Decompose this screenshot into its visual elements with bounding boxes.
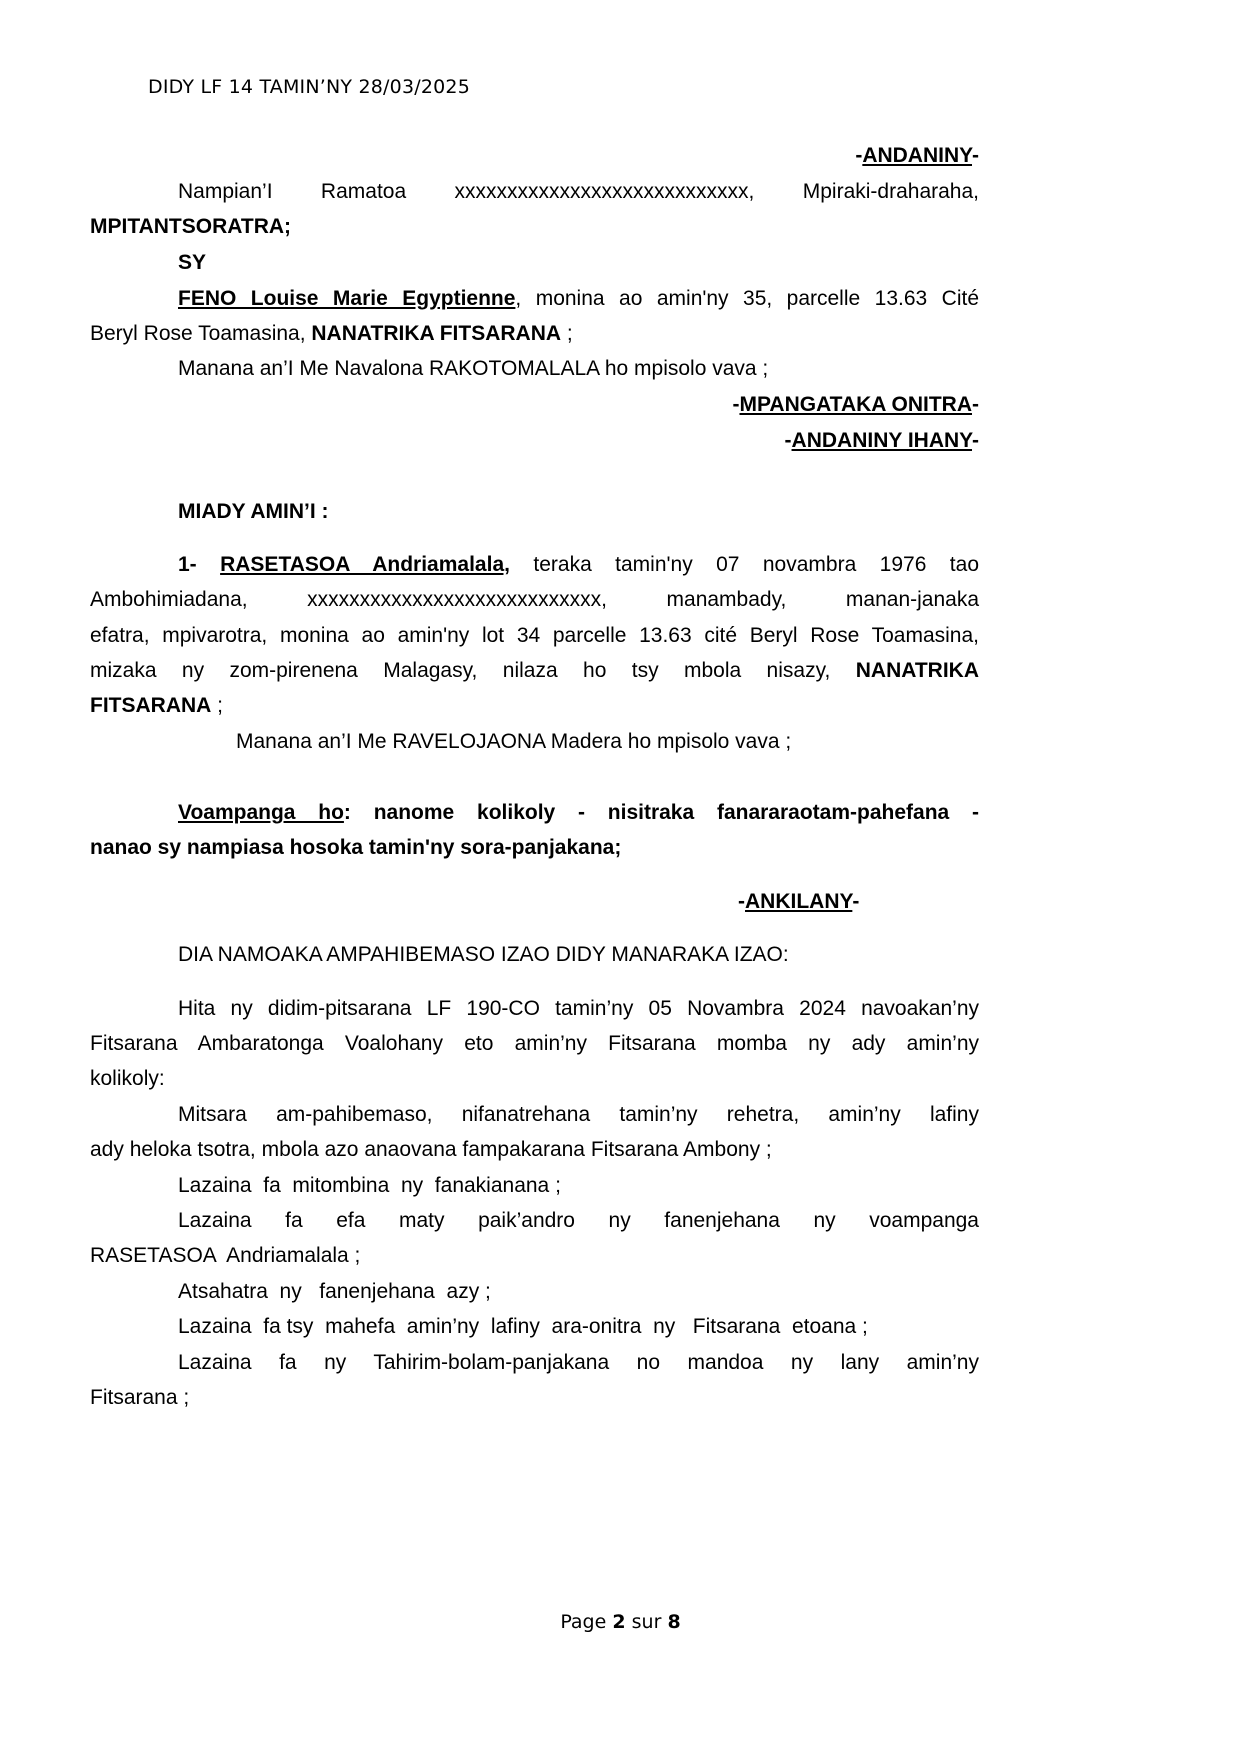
party-role-heading: -ANDANINY- bbox=[855, 144, 979, 167]
ruling-item-2-line-1: Lazaina fa efa maty paik’andro ny fanenjehana ny voampanga bbox=[178, 1209, 979, 1232]
andaniny-ihany-heading: -ANDANINY IHANY- bbox=[784, 429, 979, 452]
sy-conjunction: SY bbox=[178, 251, 207, 274]
ankilany-heading: -ANKILANY- bbox=[738, 890, 860, 913]
judgment-intro: DIA NAMOAKA AMPAHIBEMASO IZAO DIDY MANARAKA IZAO: bbox=[178, 943, 789, 966]
andaniny-label: ANDANINY bbox=[862, 144, 972, 167]
ruling-line-1: Mitsara am-pahibemaso, nifanatrehana tamin’ny rehetra, amin’ny lafiny bbox=[178, 1103, 979, 1126]
ruling-ref-line-2: Fitsarana Ambaratonga Voalohany eto amin’ny Fitsarana momba ny ady amin’ny bbox=[90, 1032, 979, 1055]
charges-line-2: nanao sy nampiasa hosoka tamin'ny sora-panjakana; bbox=[90, 836, 622, 859]
ruling-ref-line-3: kolikoly: bbox=[90, 1067, 165, 1090]
ruling-item-1: Lazaina fa mitombina ny fanakianana ; bbox=[178, 1174, 561, 1197]
plaintiff-lawyer: Manana an’I Me Navalona RAKOTOMALALA ho mpisolo vava ; bbox=[178, 357, 769, 380]
defendant-lawyer: Manana an’I Me RAVELOJAONA Madera ho mpisolo vava ; bbox=[236, 730, 792, 753]
defendant-line-2: Ambohimiadana, xxxxxxxxxxxxxxxxxxxxxxxxxxxx, manambady, manan-janaka bbox=[90, 588, 979, 611]
voampanga-label: Voampanga ho bbox=[178, 801, 344, 824]
ruling-item-3: Atsahatra ny fanenjehana azy ; bbox=[178, 1280, 491, 1303]
ruling-item-4: Lazaina fa tsy mahefa amin’ny lafiny ara-onitra ny Fitsarana etoana ; bbox=[178, 1315, 868, 1338]
charges-line-1: Voampanga ho: nanome kolikoly - nisitraka fanararaotam-pahefana - bbox=[178, 801, 979, 824]
defendant-line-3: efatra, mpivarotra, monina ao amin'ny lot 34 parcelle 13.63 cité Beryl Rose Toamasina, bbox=[90, 624, 979, 647]
plaintiff-name: FENO Louise Marie Egyptienne bbox=[178, 287, 516, 310]
miady-heading: MIADY AMIN’I : bbox=[178, 500, 329, 523]
ruling-item-5-line-1: Lazaina fa ny Tahirim-bolam-panjakana no mandoa ny lany amin’ny bbox=[178, 1351, 979, 1374]
ruling-line-2: ady heloka tsotra, mbola azo anaovana fampakarana Fitsarana Ambony ; bbox=[90, 1138, 772, 1161]
plaintiff-line-1: FENO Louise Marie Egyptienne, monina ao amin'ny 35, parcelle 13.63 Cité bbox=[178, 287, 979, 310]
mpangataka-heading: -MPANGATAKA ONITRA- bbox=[732, 393, 979, 416]
defendant-line-5: FITSARANA ; bbox=[90, 694, 223, 717]
clerk-line: Nampian’I Ramatoa xxxxxxxxxxxxxxxxxxxxxxxxxxxx, Mpiraki-draharaha, bbox=[178, 180, 979, 203]
defendant-line-4: mizaka ny zom-pirenena Malagasy, nilaza ho tsy mbola nisazy, NANATRIKA bbox=[90, 659, 979, 682]
defendant-name: RASETASOA Andriamalala, bbox=[220, 553, 510, 576]
ruling-ref-line-1: Hita ny didim-pitsarana LF 190-CO tamin’ny 05 Novambra 2024 navoakan’ny bbox=[178, 997, 979, 1020]
plaintiff-line-2: Beryl Rose Toamasina, NANATRIKA FITSARANA ; bbox=[90, 322, 573, 345]
page-number: Page 2 sur 8 bbox=[560, 1611, 681, 1633]
ruling-item-5-line-2: Fitsarana ; bbox=[90, 1386, 190, 1409]
clerk-title: MPITANTSORATRA; bbox=[90, 215, 292, 238]
defendant-line-1: 1- RASETASOA Andriamalala, teraka tamin'ny 07 novambra 1976 tao bbox=[178, 553, 979, 576]
document-header: DIDY LF 14 TAMIN’NY 28/03/2025 bbox=[148, 76, 470, 98]
ruling-item-2-line-2: RASETASOA Andriamalala ; bbox=[90, 1244, 361, 1267]
